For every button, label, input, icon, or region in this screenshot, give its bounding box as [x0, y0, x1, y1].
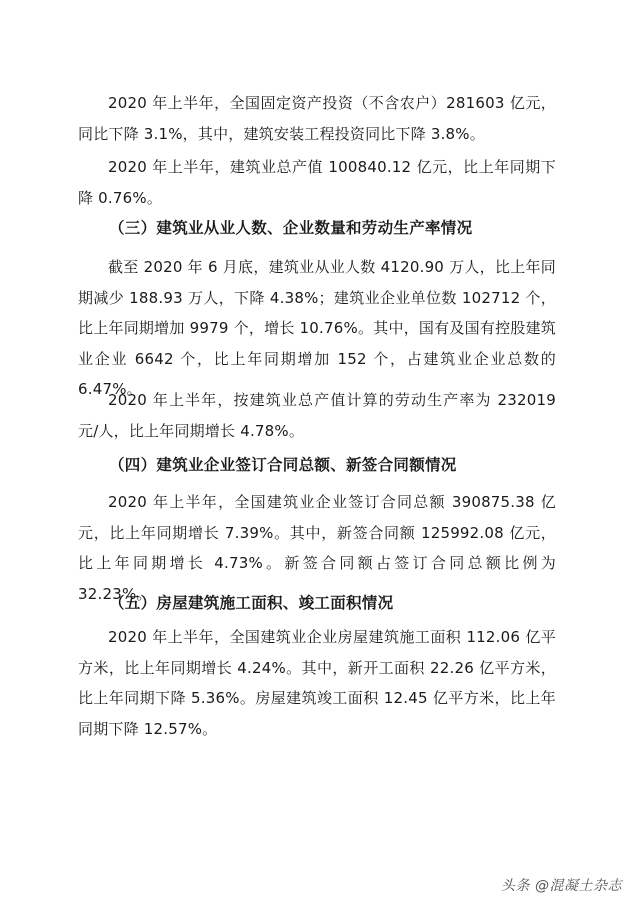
section-heading-3: （三）建筑业从业人数、企业数量和劳动生产率情况	[109, 219, 473, 237]
paragraph-employment-enterprises: 截至 2020 年 6 月底，建筑业从业人数 4120.90 万人，比上年同期减少 188.93 万人，下降 4.38%；建筑业企业单位数 102712 个，比上年同期增加 9979 个，增长 10.76%。其中，国有及国有控股建筑业企业 6642 个，比上年同期增加 152 个，占建筑业企业总数的 6.47%。	[78, 258, 556, 398]
section-heading-4: （四）建筑业企业签订合同总额、新签合同额情况	[109, 456, 457, 474]
paragraph-fixed-investment: 2020 年上半年，全国固定资产投资（不含农户）281603 亿元，同比下降 3.1%，其中，建筑安装工程投资同比下降 3.8%。	[78, 94, 556, 143]
section-heading-5: （五）房屋建筑施工面积、竣工面积情况	[109, 594, 394, 612]
paragraph-labor-productivity: 2020 年上半年，按建筑业总产值计算的劳动生产率为 232019 元/人，比上年同期增长 4.78%。	[78, 391, 556, 440]
paragraph-contracts: 2020 年上半年，全国建筑业企业签订合同总额 390875.38 亿元，比上年同期增长 7.39%。其中，新签合同额 125992.08 亿元，比上年同期增长 4.73%。新签合同额占签订合同总额比例为 32.23%。	[78, 493, 556, 603]
paragraph-construction-output: 2020 年上半年，建筑业总产值 100840.12 亿元，比上年同期下降 0.76%。	[78, 158, 556, 207]
paragraph-building-area: 2020 年上半年，全国建筑业企业房屋建筑施工面积 112.06 亿平方米，比上年同期增长 4.24%。其中，新开工面积 22.26 亿平方米，比上年同期下降 5.36%。房屋建筑竣工面积 12.45 亿平方米，比上年同期下降 12.57%。	[78, 628, 556, 738]
watermark-label: 头条 @混凝土杂志	[501, 878, 622, 894]
